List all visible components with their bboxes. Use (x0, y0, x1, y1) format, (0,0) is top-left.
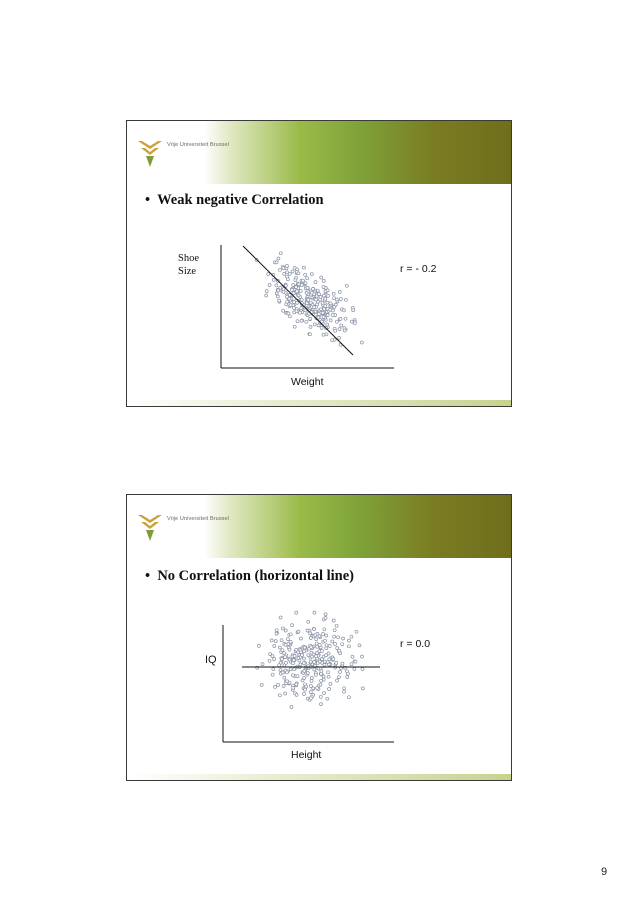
data-point (304, 688, 307, 691)
data-point (275, 629, 278, 632)
data-point (309, 697, 312, 700)
data-point (289, 304, 292, 307)
data-point (273, 645, 276, 648)
data-point (288, 297, 291, 300)
data-point (310, 676, 313, 679)
data-point (300, 307, 303, 310)
data-point (347, 645, 350, 648)
data-point (337, 636, 340, 639)
data-point (309, 325, 312, 328)
data-point (305, 685, 308, 688)
data-point (320, 276, 323, 279)
data-point (285, 661, 288, 664)
y-axis-label-line1: Shoe (178, 253, 199, 264)
data-point (323, 628, 326, 631)
data-point (334, 329, 337, 332)
data-point (317, 324, 320, 327)
data-point (284, 643, 287, 646)
data-point (344, 298, 347, 301)
data-point (293, 301, 296, 304)
data-point (278, 299, 281, 302)
data-point (361, 668, 364, 671)
data-point (315, 298, 318, 301)
data-point (360, 341, 363, 344)
data-point (318, 643, 321, 646)
data-point (278, 694, 281, 697)
data-point (314, 310, 317, 313)
data-point (334, 303, 337, 306)
data-point (327, 294, 330, 297)
data-point (338, 290, 341, 293)
data-point (261, 663, 264, 666)
data-point (336, 679, 339, 682)
data-point (319, 695, 322, 698)
y-axis-label (178, 252, 199, 278)
data-point (275, 261, 278, 264)
data-point (339, 298, 342, 301)
data-point (310, 646, 313, 649)
data-point (292, 292, 295, 295)
data-point (313, 611, 316, 614)
data-point (309, 691, 312, 694)
data-point (327, 675, 330, 678)
bullet-symbol: • (145, 192, 151, 208)
data-point (350, 320, 353, 323)
data-point (293, 668, 296, 671)
data-point (303, 650, 306, 653)
data-point (296, 675, 299, 678)
data-point (323, 660, 326, 663)
data-point (314, 634, 317, 637)
data-point (322, 286, 325, 289)
data-point (351, 655, 354, 658)
data-point (324, 613, 327, 616)
data-point (284, 284, 287, 287)
data-point (302, 266, 305, 269)
data-point (270, 639, 273, 642)
data-point (277, 257, 280, 260)
data-point (343, 329, 346, 332)
data-point (335, 624, 338, 627)
data-point (350, 663, 353, 666)
data-point (334, 643, 337, 646)
data-point (281, 649, 284, 652)
data-point (303, 693, 306, 696)
data-point (337, 676, 340, 679)
data-point (303, 670, 306, 673)
data-point (271, 673, 274, 676)
data-point (328, 663, 331, 666)
data-point (307, 654, 310, 657)
data-point (322, 675, 325, 678)
data-point (279, 286, 282, 289)
data-point (307, 620, 310, 623)
data-point (323, 663, 326, 666)
data-point (296, 301, 299, 304)
data-point (303, 657, 306, 660)
data-point (295, 286, 298, 289)
data-point (305, 320, 308, 323)
data-point (325, 333, 328, 336)
data-point (279, 268, 282, 271)
data-point (299, 289, 302, 292)
data-point (327, 671, 330, 674)
data-point (310, 273, 313, 276)
data-point (324, 617, 327, 620)
page-number: 9 (601, 866, 608, 878)
data-point (346, 672, 349, 675)
data-point (291, 289, 294, 292)
data-point (297, 283, 300, 286)
data-point (306, 277, 309, 280)
data-point (292, 659, 295, 662)
data-point (313, 628, 316, 631)
data-point (282, 267, 285, 270)
data-point (291, 662, 294, 665)
data-point (327, 652, 330, 655)
data-point (296, 290, 299, 293)
data-point (309, 317, 312, 320)
data-point (340, 324, 343, 327)
data-point (292, 284, 295, 287)
slide-weak-negative (126, 120, 512, 407)
data-point (332, 292, 335, 295)
data-point (332, 658, 335, 661)
data-point (326, 301, 329, 304)
data-point (347, 639, 350, 642)
data-point (339, 671, 342, 674)
data-point (275, 632, 278, 635)
slide-no-correlation (126, 494, 512, 781)
data-point (315, 652, 318, 655)
data-point (342, 637, 345, 640)
data-point (294, 279, 297, 282)
data-point (293, 307, 296, 310)
data-point (329, 308, 332, 311)
data-point (298, 311, 301, 314)
data-point (286, 671, 289, 674)
data-point (343, 687, 346, 690)
data-point (328, 688, 331, 691)
data-point (322, 333, 325, 336)
data-point (286, 265, 289, 268)
data-point (317, 316, 320, 319)
data-point (288, 648, 291, 651)
data-point (326, 314, 329, 317)
data-point (279, 669, 282, 672)
data-point (321, 311, 324, 314)
data-point (274, 685, 277, 688)
data-point (319, 683, 322, 686)
data-point (305, 302, 308, 305)
data-point (322, 279, 325, 282)
data-point (324, 639, 327, 642)
data-point (296, 320, 299, 323)
data-point (295, 611, 298, 614)
data-point (275, 292, 278, 295)
x-axis-label: Weight (291, 376, 324, 388)
data-point (301, 654, 304, 657)
y-axis-label-line2: Size (178, 266, 197, 277)
data-point (315, 638, 318, 641)
data-point (286, 300, 289, 303)
data-point (320, 679, 323, 682)
data-point (329, 302, 332, 305)
data-point (306, 629, 309, 632)
data-point (297, 272, 300, 275)
data-point (355, 630, 358, 633)
data-point (312, 653, 315, 656)
data-point (280, 658, 283, 661)
x-axis-label: Height (291, 749, 322, 761)
data-point (309, 637, 312, 640)
data-point (293, 325, 296, 328)
data-point (284, 656, 287, 659)
data-point (325, 634, 328, 637)
data-point (315, 295, 318, 298)
data-point (292, 686, 295, 689)
data-point (295, 310, 298, 313)
data-point (352, 309, 355, 312)
data-point (353, 322, 356, 325)
data-point (288, 658, 291, 661)
data-point (283, 272, 286, 275)
data-point (331, 339, 334, 342)
correlation-value: r = 0.0 (400, 638, 431, 650)
scatter-plot-2 (127, 495, 512, 781)
data-point (276, 295, 279, 298)
data-point (342, 309, 345, 312)
data-point (347, 696, 350, 699)
data-point (267, 273, 270, 276)
data-point (323, 692, 326, 695)
data-point (320, 672, 323, 675)
data-point (306, 286, 309, 289)
data-point (277, 684, 280, 687)
data-point (313, 323, 316, 326)
data-point (345, 284, 348, 287)
data-point (300, 284, 303, 287)
data-point (361, 655, 364, 658)
data-point (344, 317, 347, 320)
data-point (350, 635, 353, 638)
data-point (339, 317, 342, 320)
data-point (322, 633, 325, 636)
data-point (326, 697, 329, 700)
data-point (319, 295, 322, 298)
data-point (322, 316, 325, 319)
data-point (326, 289, 329, 292)
data-point (316, 687, 319, 690)
data-point (325, 644, 328, 647)
data-point (315, 642, 318, 645)
data-point (361, 687, 364, 690)
data-point (358, 644, 361, 647)
data-point (332, 619, 335, 622)
data-point (306, 672, 309, 675)
data-point (314, 673, 317, 676)
data-point (275, 284, 278, 287)
data-point (288, 272, 291, 275)
data-point (289, 633, 292, 636)
data-point (335, 661, 338, 664)
data-point (286, 638, 289, 641)
data-point (292, 674, 295, 677)
data-point (341, 643, 344, 646)
data-point (300, 319, 303, 322)
data-point (277, 289, 280, 292)
data-point (295, 683, 298, 686)
data-point (307, 298, 310, 301)
data-point (313, 306, 316, 309)
data-point (303, 677, 306, 680)
data-point (331, 314, 334, 317)
data-point (280, 639, 283, 642)
data-point (304, 282, 307, 285)
data-point (295, 693, 298, 696)
data-point (331, 640, 334, 643)
data-point (320, 308, 323, 311)
data-point (320, 703, 323, 706)
data-point (329, 682, 332, 685)
data-point (309, 301, 312, 304)
data-point (272, 668, 275, 671)
data-point (309, 660, 312, 663)
data-point (354, 660, 357, 663)
data-point (268, 659, 271, 662)
data-point (310, 291, 313, 294)
data-point (274, 640, 277, 643)
data-point (288, 315, 291, 318)
data-point (284, 629, 287, 632)
data-point (257, 644, 260, 647)
data-point (281, 671, 284, 674)
correlation-value: r = - 0.2 (400, 263, 437, 275)
data-point (279, 252, 282, 255)
data-point (282, 309, 285, 312)
data-point (333, 297, 336, 300)
data-point (333, 635, 336, 638)
data-point (326, 323, 329, 326)
data-point (305, 291, 308, 294)
data-point (260, 683, 263, 686)
data-point (272, 278, 275, 281)
data-point (324, 297, 327, 300)
slide-title-text: Weak negative Correlation (157, 192, 324, 208)
data-point (278, 664, 281, 667)
data-point (341, 662, 344, 665)
scatter-points (256, 611, 365, 708)
data-point (273, 658, 276, 661)
data-point (283, 652, 286, 655)
data-point (343, 690, 346, 693)
data-point (289, 640, 292, 643)
data-point (299, 637, 302, 640)
institution-name: Vrije Universiteit Brussel (167, 142, 229, 148)
scatter-points (255, 252, 363, 346)
data-point (310, 680, 313, 683)
data-point (338, 649, 341, 652)
data-point (338, 337, 341, 340)
data-point (284, 692, 287, 695)
data-point (286, 680, 289, 683)
data-point (309, 632, 312, 635)
data-point (314, 281, 317, 284)
data-point (291, 270, 294, 273)
slide-footer-strip (127, 400, 511, 406)
data-point (320, 326, 323, 329)
bullet-symbol: • (145, 568, 151, 584)
data-point (291, 624, 294, 627)
data-point (324, 305, 327, 308)
data-point (321, 301, 324, 304)
data-point (299, 663, 302, 666)
data-point (278, 646, 281, 649)
data-point (271, 655, 274, 658)
data-point (313, 661, 316, 664)
data-point (309, 333, 312, 336)
data-point (293, 655, 296, 658)
data-point (297, 294, 300, 297)
data-point (304, 273, 307, 276)
institution-name: Vrije Universiteit Brussel (167, 516, 229, 522)
data-point (309, 685, 312, 688)
data-point (302, 662, 305, 665)
data-point (300, 298, 303, 301)
data-point (289, 668, 292, 671)
slide-footer-strip (127, 774, 511, 780)
data-point (346, 676, 349, 679)
data-point (328, 645, 331, 648)
data-point (283, 676, 286, 679)
data-point (328, 658, 331, 661)
data-point (268, 284, 271, 287)
data-point (282, 290, 285, 293)
data-point (290, 706, 293, 709)
data-point (298, 659, 301, 662)
data-point (325, 647, 328, 650)
data-point (329, 319, 332, 322)
data-point (297, 630, 300, 633)
data-point (286, 278, 289, 281)
data-point (281, 627, 284, 630)
data-point (265, 290, 268, 293)
y-axis-label: IQ (205, 654, 217, 666)
data-point (353, 667, 356, 670)
data-point (265, 294, 268, 297)
data-point (320, 658, 323, 661)
data-point (279, 616, 282, 619)
data-point (333, 629, 336, 632)
data-point (317, 313, 320, 316)
data-point (282, 685, 285, 688)
slide-title-text: No Correlation (horizontal line) (157, 568, 354, 584)
data-point (335, 320, 338, 323)
data-point (338, 328, 341, 331)
data-point (303, 646, 306, 649)
